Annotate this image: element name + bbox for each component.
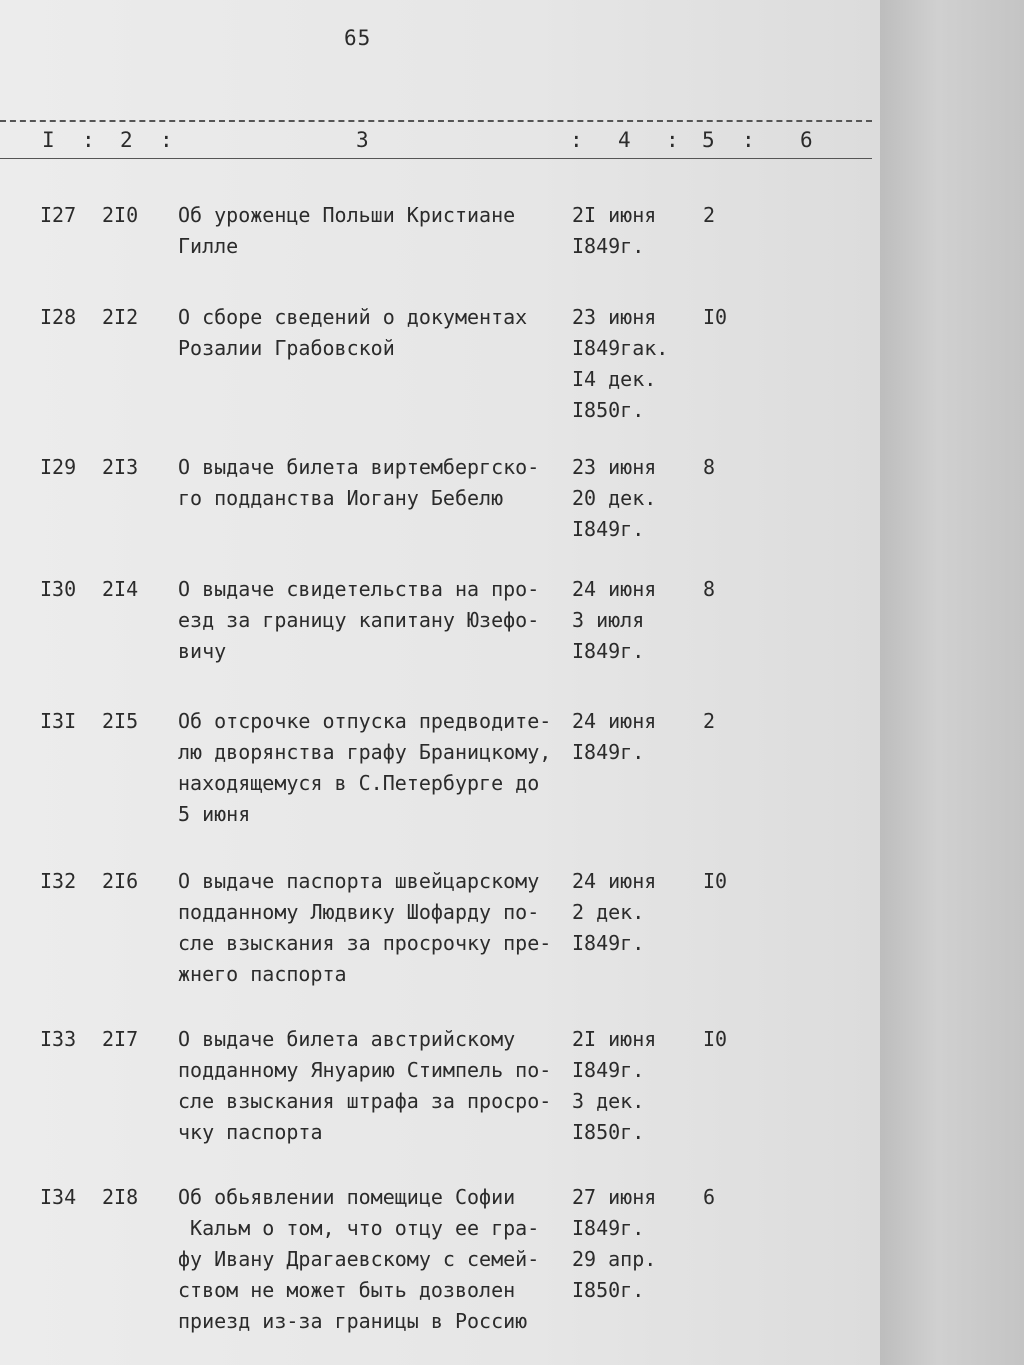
date-line: I850г. xyxy=(572,398,645,422)
entry-dates xyxy=(572,452,682,545)
date-line: 3 июля xyxy=(572,608,645,632)
entry-number: I30 xyxy=(40,577,77,601)
sheet-count: I0 xyxy=(703,1027,728,1051)
date-line: 24 июня xyxy=(572,709,657,733)
title-line: лю дворянства графу Браницкому, xyxy=(178,740,552,764)
entry-title xyxy=(178,706,573,830)
column-separator: : xyxy=(666,128,679,152)
entry-dates xyxy=(572,866,682,959)
date-line: I849гак. xyxy=(572,336,669,360)
entry-title xyxy=(178,452,573,514)
title-line: О выдаче свидетельства на про- xyxy=(178,577,540,601)
date-line: 20 дек. xyxy=(572,486,657,510)
entry-title xyxy=(178,200,573,262)
date-line: I849г. xyxy=(572,639,645,663)
date-line: I849г. xyxy=(572,517,645,541)
entry-number: I28 xyxy=(40,305,77,329)
date-line: I849г. xyxy=(572,234,645,258)
column-header-6: 6 xyxy=(800,128,813,152)
column-header-2: 2 xyxy=(120,128,133,152)
date-line: 24 июня xyxy=(572,577,657,601)
entry-title xyxy=(178,302,573,364)
page-number: 65 xyxy=(344,26,372,50)
date-line: I4 дек. xyxy=(572,367,657,391)
column-header-4: 4 xyxy=(618,128,631,152)
entry-dates xyxy=(572,200,682,262)
column-separator: : xyxy=(160,128,173,152)
column-header-3: 3 xyxy=(356,128,369,152)
date-line: I849г. xyxy=(572,1058,645,1082)
sheet-count: 6 xyxy=(703,1185,716,1209)
title-line: жнего паспорта xyxy=(178,962,347,986)
entry-number: I29 xyxy=(40,455,77,479)
file-number: 2I4 xyxy=(102,577,139,601)
title-line: ством не может быть дозволен xyxy=(178,1278,516,1302)
file-number: 2I6 xyxy=(102,869,139,893)
header-bottom-rule xyxy=(0,158,872,159)
date-line: I849г. xyxy=(572,931,645,955)
date-line: 24 июня xyxy=(572,869,657,893)
column-separator: : xyxy=(82,128,95,152)
sheet-count: 2 xyxy=(703,709,716,733)
title-line: го подданства Иогану Бебелю xyxy=(178,486,504,510)
title-line: приезд из-за границы в Россию xyxy=(178,1309,528,1333)
entry-dates xyxy=(572,706,682,768)
title-line: Розалии Грабовской xyxy=(178,336,395,360)
date-line: 27 июня xyxy=(572,1185,657,1209)
date-line: I849г. xyxy=(572,740,645,764)
entry-number: I33 xyxy=(40,1027,77,1051)
entry-title xyxy=(178,1182,573,1337)
title-line: сле взыскания штрафа за просро- xyxy=(178,1089,552,1113)
entry-number: I27 xyxy=(40,203,77,227)
entry-title xyxy=(178,866,573,990)
entry-dates xyxy=(572,302,682,426)
sheet-count: I0 xyxy=(703,305,728,329)
file-number: 2I7 xyxy=(102,1027,139,1051)
date-line: I850г. xyxy=(572,1120,645,1144)
title-line: 5 июня xyxy=(178,802,251,826)
title-line: Об отсрочке отпуска предводите- xyxy=(178,709,552,733)
column-separator: : xyxy=(570,128,583,152)
title-line: О сборе сведений о документах xyxy=(178,305,528,329)
date-line: I849г. xyxy=(572,1216,645,1240)
date-line: 2I июня xyxy=(572,203,657,227)
date-line: 23 июня xyxy=(572,455,657,479)
date-line: I850г. xyxy=(572,1278,645,1302)
title-line: вичу xyxy=(178,639,227,663)
column-separator: : xyxy=(742,128,755,152)
title-line: сле взыскания за просрочку пре- xyxy=(178,931,552,955)
entry-title xyxy=(178,1024,573,1148)
underlying-page xyxy=(880,0,1024,1365)
file-number: 2I2 xyxy=(102,305,139,329)
file-number: 2I8 xyxy=(102,1185,139,1209)
title-line: О выдаче билета австрийскому xyxy=(178,1027,516,1051)
column-header-1: I xyxy=(42,128,55,152)
title-line: чку паспорта xyxy=(178,1120,323,1144)
title-line: Об уроженце Польши Кристиане xyxy=(178,203,516,227)
date-line: 23 июня xyxy=(572,305,657,329)
date-line: 29 апр. xyxy=(572,1247,657,1271)
title-line: Гилле xyxy=(178,234,239,258)
title-line: находящемуся в С.Петербурге до xyxy=(178,771,540,795)
entry-dates xyxy=(572,1024,682,1148)
title-line: подданному Януарию Стимпель по- xyxy=(178,1058,552,1082)
title-line: О выдаче паспорта швейцарскому xyxy=(178,869,540,893)
date-line: 2 дек. xyxy=(572,900,645,924)
title-line: Об обьявлении помещице Софии xyxy=(178,1185,516,1209)
title-line: О выдаче билета виртембергско- xyxy=(178,455,540,479)
sheet-count: 2 xyxy=(703,203,716,227)
entry-title xyxy=(178,574,573,667)
date-line: 3 дек. xyxy=(572,1089,645,1113)
entry-number: I3I xyxy=(40,709,77,733)
column-header-5: 5 xyxy=(702,128,715,152)
entry-number: I34 xyxy=(40,1185,77,1209)
entry-number: I32 xyxy=(40,869,77,893)
title-line: фу Ивану Драгаевскому с семей- xyxy=(178,1247,540,1271)
header-top-rule xyxy=(0,120,872,122)
file-number: 2I5 xyxy=(102,709,139,733)
sheet-count: 8 xyxy=(703,455,716,479)
sheet-count: I0 xyxy=(703,869,728,893)
file-number: 2I0 xyxy=(102,203,139,227)
sheet-count: 8 xyxy=(703,577,716,601)
date-line: 2I июня xyxy=(572,1027,657,1051)
entry-dates xyxy=(572,1182,682,1306)
title-line: езд за границу капитану Юзефо- xyxy=(178,608,540,632)
file-number: 2I3 xyxy=(102,455,139,479)
title-line: подданному Людвику Шофарду по- xyxy=(178,900,540,924)
title-line: Кальм о том, что отцу ее гра- xyxy=(178,1216,540,1240)
entry-dates xyxy=(572,574,682,667)
